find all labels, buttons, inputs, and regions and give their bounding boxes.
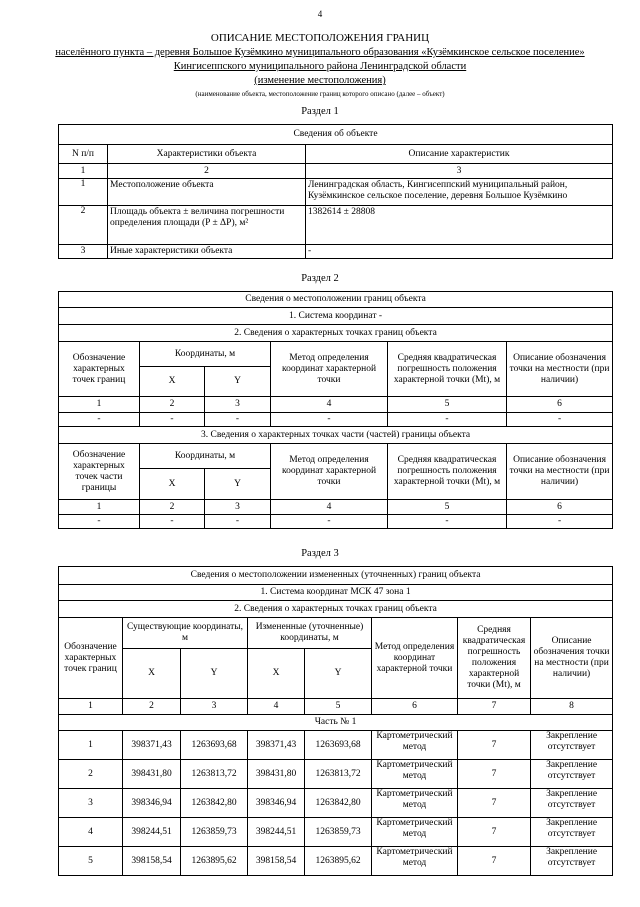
document-title: ОПИСАНИЕ МЕСТОПОЛОЖЕНИЯ ГРАНИЦ: [210, 32, 430, 44]
row-number: 1: [59, 179, 108, 206]
column-number: 7: [458, 699, 531, 715]
header-description: Описание обозначения точки на местности (при наличии): [531, 618, 613, 699]
characteristic-name: Местоположение объекта: [108, 179, 306, 206]
section1-table: [58, 124, 613, 259]
section1-label: Раздел 1: [301, 106, 339, 117]
header-coordinates: Координаты, м: [140, 342, 271, 367]
page-number: 4: [317, 9, 323, 19]
changed-y: 1263813,72: [305, 760, 372, 789]
column-number: 5: [388, 397, 507, 413]
changed-y: 1263693,68: [305, 731, 372, 760]
empty-cell: -: [388, 515, 507, 529]
error-value: 7: [458, 789, 531, 818]
existing-y: 1263813,72: [181, 760, 248, 789]
column-number: 2: [123, 699, 181, 715]
table-row: [59, 760, 613, 789]
changed-x: 398431,80: [248, 760, 305, 789]
error-value: 7: [458, 818, 531, 847]
column-number: 5: [388, 500, 507, 515]
part-points-title: 3. Сведения о характерных точках части (частей) границы объекта: [59, 427, 613, 444]
header-changed-coordinates: Измененные (уточненные) координаты, м: [248, 618, 372, 649]
points-title: 2. Сведения о характерных точках границ объекта: [59, 601, 613, 618]
changed-x: 398346,94: [248, 789, 305, 818]
section2-table-title: Сведения о местоположении границ объекта: [59, 292, 613, 308]
column-number: 6: [507, 397, 613, 413]
error-value: 7: [458, 731, 531, 760]
points-table-body: [59, 731, 613, 876]
part-label: Часть № 1: [59, 715, 613, 731]
header-error: Средняя квадратическая погрешность положения характерной точки (Mt), м: [458, 618, 531, 699]
existing-x: 398371,43: [123, 731, 181, 760]
coordinate-system: 1. Система координат МСК 47 зона 1: [59, 585, 613, 601]
error-value: 7: [458, 760, 531, 789]
existing-y: 1263895,62: [181, 847, 248, 876]
empty-cell: -: [140, 413, 205, 427]
table-row: [59, 731, 613, 760]
column-number: 2: [140, 397, 205, 413]
changed-x: 398244,51: [248, 818, 305, 847]
point-number: 2: [59, 760, 123, 789]
point-description: Закрепление отсутствует: [531, 847, 613, 876]
existing-x: 398346,94: [123, 789, 181, 818]
section3-label: Раздел 3: [301, 548, 339, 559]
column-number: 4: [271, 397, 388, 413]
point-description: Закрепление отсутствует: [531, 760, 613, 789]
column-number: 1: [59, 397, 140, 413]
column-number: 1: [59, 699, 123, 715]
header-y: Y: [205, 469, 271, 500]
header-y: Y: [305, 649, 372, 699]
table-row: [59, 789, 613, 818]
empty-cell: -: [507, 413, 613, 427]
section2-label: Раздел 2: [301, 273, 339, 284]
existing-y: 1263859,73: [181, 818, 248, 847]
point-description: Закрепление отсутствует: [531, 731, 613, 760]
row-number: 3: [59, 245, 108, 259]
point-number: 4: [59, 818, 123, 847]
error-value: 7: [458, 847, 531, 876]
section1-table-title: Сведения об объекте: [59, 125, 613, 145]
characteristic-name: Площадь объекта ± величина погрешности определения площади (P ± ΔP), м²: [108, 206, 306, 245]
column-number: 4: [248, 699, 305, 715]
object-name-line3: (изменение местоположения): [254, 75, 386, 86]
column-number: 6: [507, 500, 613, 515]
empty-cell: -: [140, 515, 205, 529]
coordinate-system: 1. Система координат -: [59, 308, 613, 325]
point-number: 1: [59, 731, 123, 760]
object-note: (наименование объекта, местоположение границ которого описано (далее – объект): [195, 90, 445, 98]
column-number: 3: [205, 500, 271, 515]
characteristic-value: -: [306, 245, 613, 259]
header-description: Описание обозначения точки на местности (при наличии): [507, 342, 613, 397]
header-x: X: [123, 649, 181, 699]
header-error: Средняя квадратическая погрешность положения характерной точки (Mt), м: [388, 444, 507, 500]
column-number: 2: [140, 500, 205, 515]
header-method: Метод определения координат характерной точки: [271, 342, 388, 397]
column-number: 2: [108, 164, 306, 179]
header-description: Описание обозначения точки на местности (при наличии): [507, 444, 613, 500]
column-number: 8: [531, 699, 613, 715]
characteristic-value: 1382614 ± 28808: [306, 206, 613, 245]
column-number: 6: [372, 699, 458, 715]
characteristic-name: Иные характеристики объекта: [108, 245, 306, 259]
characteristic-value: Ленинградская область, Кингисеппский муниципальный район, Кузёмкинское сельское поселение, деревня Большое Кузёмкино: [306, 179, 613, 206]
header-x: X: [248, 649, 305, 699]
method: Картометрический метод: [372, 847, 458, 876]
changed-y: 1263859,73: [305, 818, 372, 847]
changed-x: 398371,43: [248, 731, 305, 760]
header-existing-coordinates: Существующие координаты, м: [123, 618, 248, 649]
column-number: 3: [181, 699, 248, 715]
table-row: [59, 847, 613, 876]
method: Картометрический метод: [372, 760, 458, 789]
header-cell: Характеристики объекта: [108, 145, 306, 164]
existing-x: 398431,80: [123, 760, 181, 789]
existing-y: 1263693,68: [181, 731, 248, 760]
header-cell: Описание характеристик: [306, 145, 613, 164]
header-designation: Обозначение характерных точек границ: [59, 342, 140, 397]
table-row: [59, 818, 613, 847]
existing-x: 398244,51: [123, 818, 181, 847]
method: Картометрический метод: [372, 789, 458, 818]
points-title: 2. Сведения о характерных точках границ объекта: [59, 325, 613, 342]
empty-cell: -: [59, 413, 140, 427]
empty-cell: -: [205, 413, 271, 427]
header-y: Y: [181, 649, 248, 699]
method: Картометрический метод: [372, 818, 458, 847]
header-x: X: [140, 469, 205, 500]
changed-y: 1263842,80: [305, 789, 372, 818]
empty-cell: -: [59, 515, 140, 529]
existing-y: 1263842,80: [181, 789, 248, 818]
object-name-line2: Кингисеппского муниципального района Ленинградской области: [173, 61, 467, 72]
header-designation: Обозначение характерных точек границ: [59, 618, 123, 699]
section3-table-title: Сведения о местоположении измененных (уточненных) границ объекта: [59, 567, 613, 585]
header-error: Средняя квадратическая погрешность положения характерной точки (Mt), м: [388, 342, 507, 397]
empty-cell: -: [507, 515, 613, 529]
changed-x: 398158,54: [248, 847, 305, 876]
column-number: 1: [59, 500, 140, 515]
empty-cell: -: [388, 413, 507, 427]
point-number: 5: [59, 847, 123, 876]
header-cell: N п/п: [59, 145, 108, 164]
header-method: Метод определения координат характерной точки: [372, 618, 458, 699]
column-number: 3: [205, 397, 271, 413]
section2-table: [58, 291, 613, 529]
header-designation: Обозначение характерных точек части границы: [59, 444, 140, 500]
point-description: Закрепление отсутствует: [531, 818, 613, 847]
existing-x: 398158,54: [123, 847, 181, 876]
header-y: Y: [205, 367, 271, 397]
changed-y: 1263895,62: [305, 847, 372, 876]
point-number: 3: [59, 789, 123, 818]
empty-cell: -: [271, 515, 388, 529]
row-number: 2: [59, 206, 108, 245]
empty-cell: -: [271, 413, 388, 427]
header-coordinates: Координаты, м: [140, 444, 271, 469]
header-x: X: [140, 367, 205, 397]
column-number: 4: [271, 500, 388, 515]
point-description: Закрепление отсутствует: [531, 789, 613, 818]
column-number: 5: [305, 699, 372, 715]
object-name-line1: населённого пункта – деревня Большое Кузёмкино муниципального образования «Кузёмкинское сельское поселение»: [55, 47, 585, 58]
header-method: Метод определения координат характерной точки: [271, 444, 388, 500]
column-number: 3: [306, 164, 613, 179]
column-number: 1: [59, 164, 108, 179]
section3-table: [58, 566, 613, 876]
method: Картометрический метод: [372, 731, 458, 760]
empty-cell: -: [205, 515, 271, 529]
